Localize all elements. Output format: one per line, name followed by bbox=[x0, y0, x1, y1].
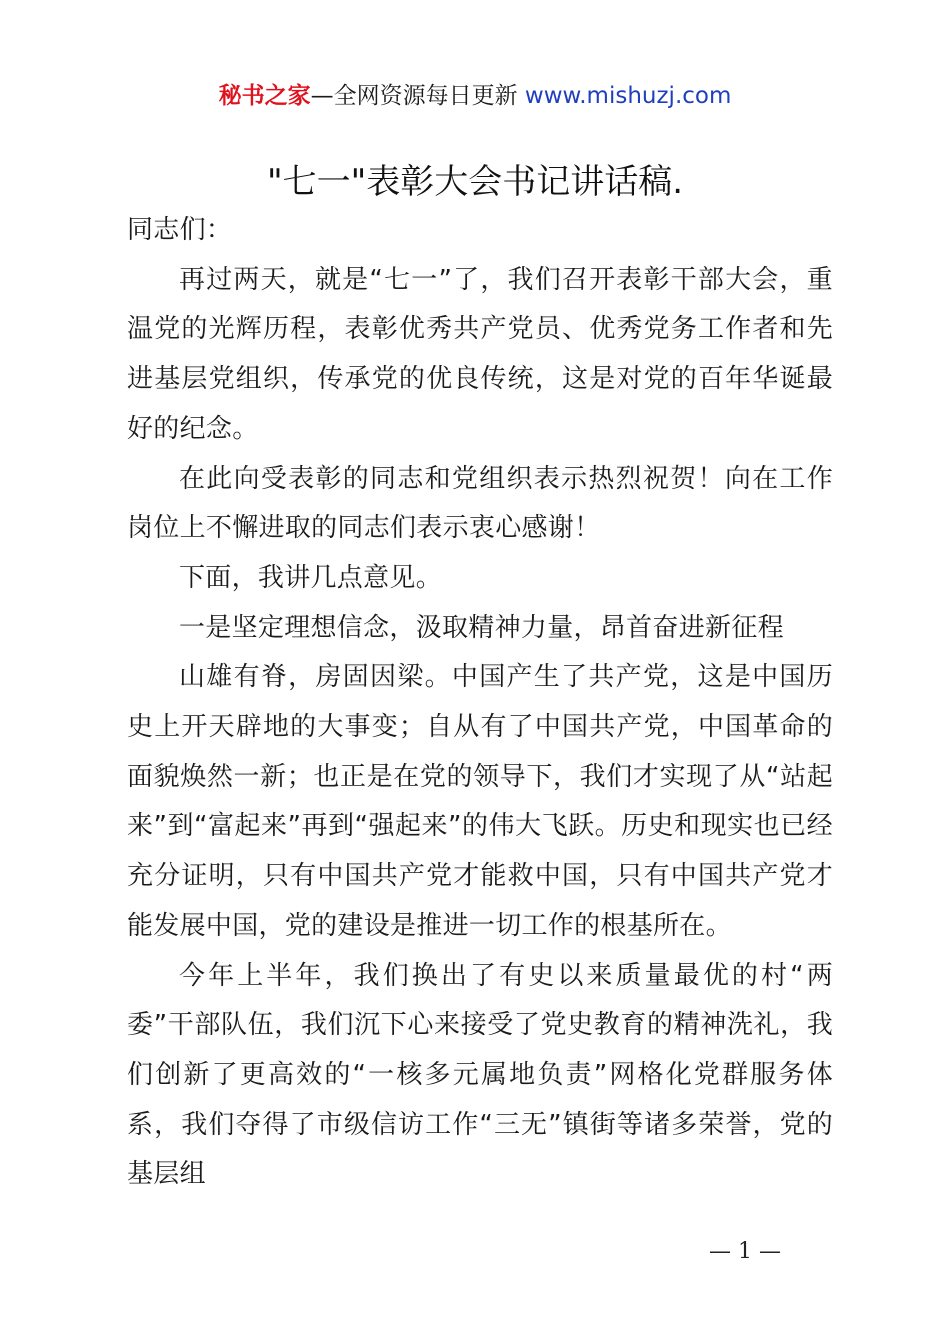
document-body bbox=[127, 206, 833, 1200]
site-header bbox=[0, 80, 950, 112]
document-title: "七一"表彰大会书记讲话稿. bbox=[266, 162, 684, 202]
brand-name: 秘书之家 bbox=[218, 83, 311, 109]
paragraph-3: 下面，我讲几点意见。 bbox=[179, 562, 443, 593]
salutation: 同志们： bbox=[127, 215, 233, 245]
paragraph-4: 山雄有脊，房固因梁。中国产生了共产党，这是中国历史上开天辟地的大事变；自从有了中国共产党，中国革命的面貌焕然一新；也正是在党的领导下，我们才实现了从“站起来”到“富起来”再到“强起来”的伟大飞跃。历史和现实也已经充分证明，只有中国共产党才能救中国，只有中国共产党才能发展中国，党的建设是推进一切工作的根基所在。 bbox=[127, 662, 833, 941]
page-number: — 1 — bbox=[709, 1239, 781, 1264]
site-url-link[interactable]: www.mishuzj.com bbox=[524, 83, 732, 109]
paragraph-2: 在此向受表彰的同志和党组织表示热烈祝贺！向在工作岗位上不懈进取的同志们表示衷心感谢！ bbox=[127, 463, 833, 544]
header-tagline: —全网资源每日更新 bbox=[310, 83, 525, 109]
section-heading-1: 一是坚定理想信念，汲取精神力量，昂首奋进新征程 bbox=[179, 612, 784, 643]
paragraph-1: 再过两天，就是“七一”了，我们召开表彰干部大会，重温党的光辉历程，表彰优秀共产党员、优秀党务工作者和先进基层党组织，传承党的优良传统，这是对党的百年华诞最好的纪念。 bbox=[127, 264, 833, 444]
paragraph-5: 今年上半年，我们换出了有史以来质量最优的村“两委”干部队伍，我们沉下心来接受了党史教育的精神洗礼，我们创新了更高效的“一核多元属地负责”网格化党群服务体系，我们夺得了市级信访工作“三无”镇街等诸多荣誉，党的基层组 bbox=[127, 960, 833, 1190]
